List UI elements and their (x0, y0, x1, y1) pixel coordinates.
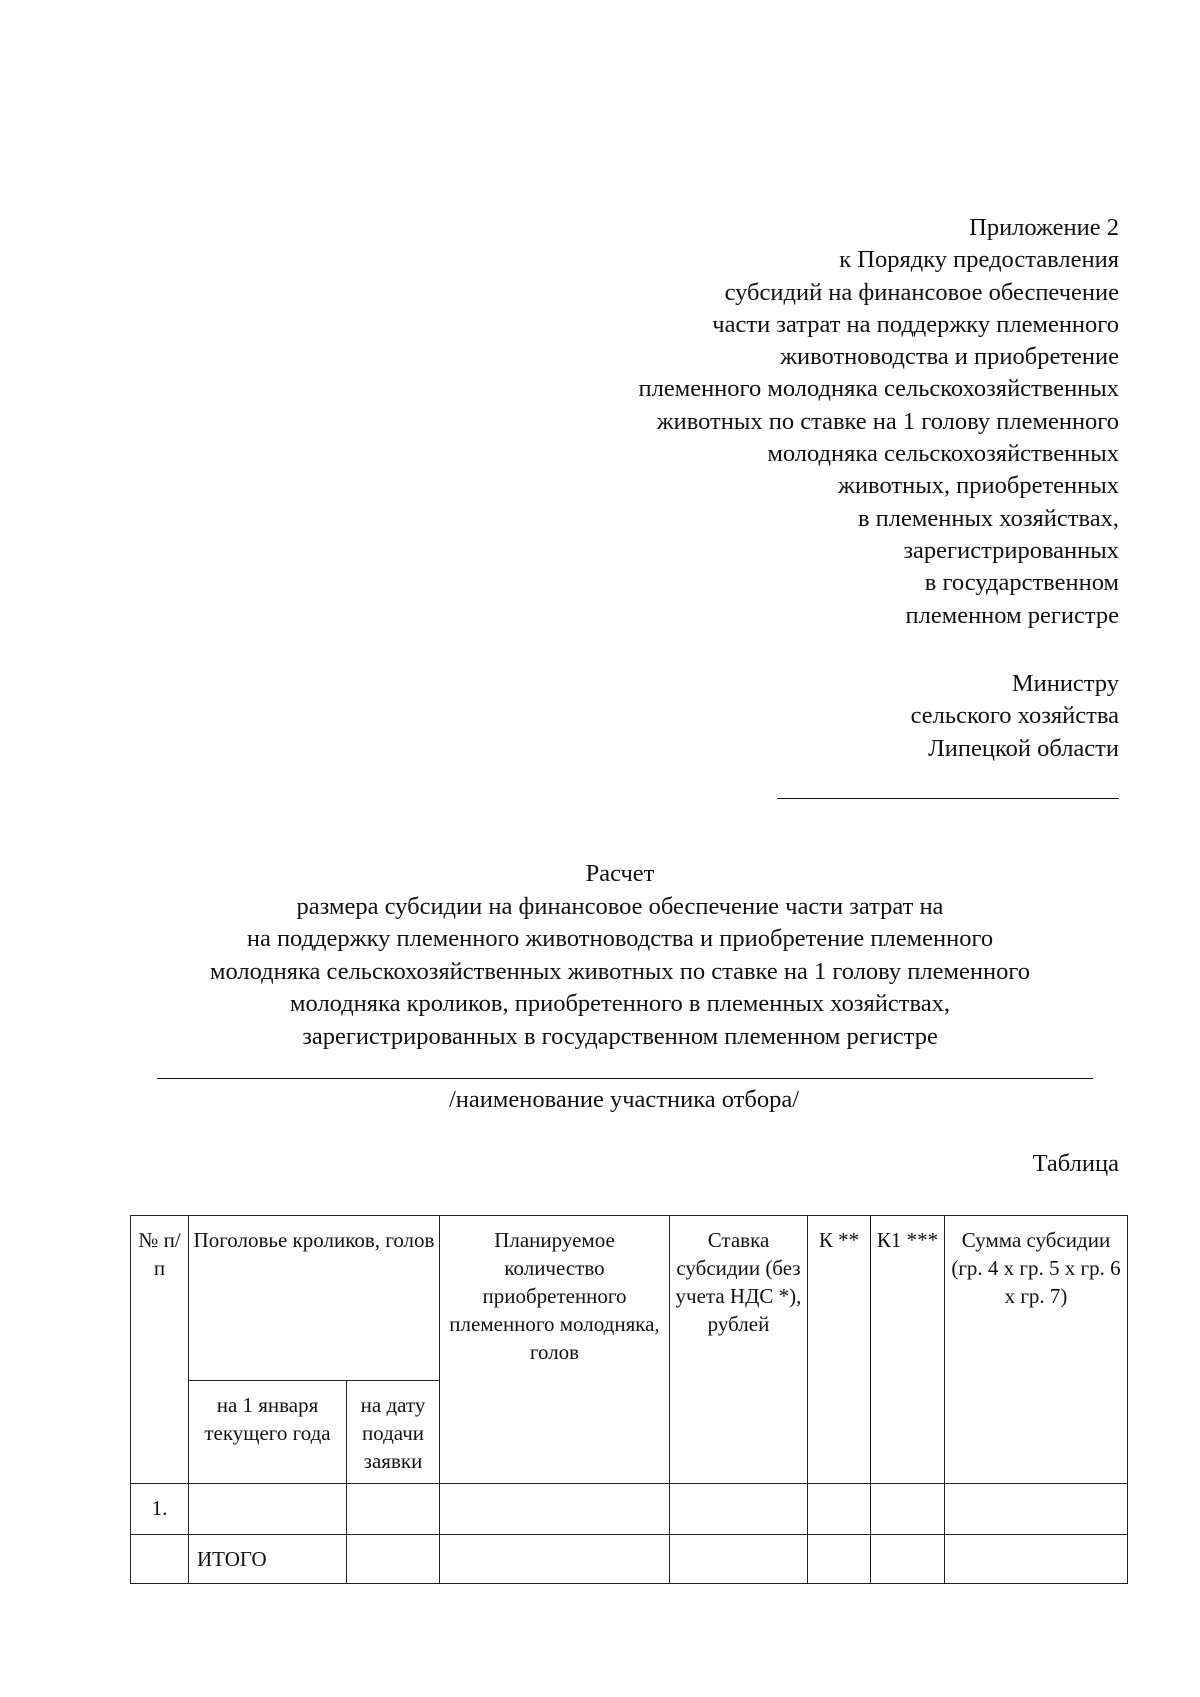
header-planned: Планируемое количество приобретенного племенного молодняка, голов (440, 1216, 670, 1484)
header-k: К ** (808, 1216, 871, 1484)
title-line: молодняка кроликов, приобретенного в племенных хозяйствах, (290, 990, 950, 1017)
subheader-application-date: на дату подачи заявки (347, 1381, 440, 1484)
cell-num: 1. (131, 1484, 189, 1535)
addressee-fill-line (777, 798, 1119, 799)
cell-empty (670, 1484, 808, 1535)
table-total-row (131, 1535, 1128, 1584)
appendix-line: в государственном (924, 569, 1119, 597)
cell-empty (945, 1535, 1128, 1584)
document-title (0, 858, 1200, 1053)
title-line: зарегистрированных в государственном племенном регистре (302, 1022, 938, 1050)
appendix-header (638, 212, 1119, 632)
cell-empty (871, 1484, 945, 1535)
addressee-line: Министру (1011, 670, 1119, 697)
cell-empty (871, 1535, 945, 1584)
appendix-line: племенного молодняка сельскохозяйственных (638, 375, 1119, 403)
header-livestock: Поголовье кроликов, голов (189, 1216, 440, 1381)
addressee-line: сельского хозяйства (910, 702, 1119, 730)
table-caption: Таблица (1032, 1150, 1119, 1177)
subsidy-table (130, 1215, 1128, 1584)
cell-empty (347, 1535, 440, 1584)
appendix-line: животноводства и приобретение (780, 343, 1119, 371)
cell-empty (440, 1484, 670, 1535)
appendix-line: животных, приобретенных (838, 472, 1119, 500)
cell-empty (945, 1484, 1128, 1535)
title-line: на поддержку племенного животноводства и приобретение племенного (246, 925, 994, 952)
cell-empty (808, 1535, 871, 1584)
cell-num (131, 1535, 189, 1584)
cell-empty (670, 1535, 808, 1584)
appendix-line: в племенных хозяйствах, (857, 504, 1119, 532)
appendix-line: молодняка сельскохозяйственных (767, 440, 1119, 468)
appendix-line: Приложение 2 (969, 214, 1119, 241)
appendix-line: субсидий на финансовое обеспечение (724, 278, 1119, 306)
header-k1: К1 *** (871, 1216, 945, 1484)
participant-caption: /наименование участника отбора/ (448, 1086, 800, 1113)
cell-empty (347, 1484, 440, 1535)
appendix-line: зарегистрированных (903, 536, 1119, 564)
title-line: Расчет (585, 860, 655, 887)
title-line: молодняка сельскохозяйственных животных по ставке на 1 голову племенного (209, 957, 1031, 985)
table-row (131, 1484, 1128, 1535)
appendix-line: племенном регистре (905, 601, 1119, 629)
appendix-line: части затрат на поддержку племенного (712, 310, 1119, 338)
appendix-line: к Порядку предоставления (839, 246, 1119, 274)
cell-label (189, 1484, 347, 1535)
cell-empty (440, 1535, 670, 1584)
cell-empty (808, 1484, 871, 1535)
header-rate: Ставка субсидии (без учета НДС *), рублей (670, 1216, 808, 1484)
header-sum: Сумма субсидии (гр. 4 х гр. 5 х гр. 6 х гр. 7) (945, 1216, 1128, 1484)
appendix-line: животных по ставке на 1 голову племенного (656, 407, 1119, 435)
cell-total-label: ИТОГО (189, 1535, 347, 1584)
addressee-block (911, 668, 1119, 765)
subheader-jan1: на 1 января текущего года (189, 1381, 347, 1484)
header-num: № п/п (131, 1216, 189, 1484)
title-line: размера субсидии на финансовое обеспечение части затрат на (296, 892, 944, 920)
table-header-row (131, 1216, 1128, 1381)
addressee-line: Липецкой области (928, 734, 1119, 762)
participant-fill-line (157, 1078, 1093, 1079)
